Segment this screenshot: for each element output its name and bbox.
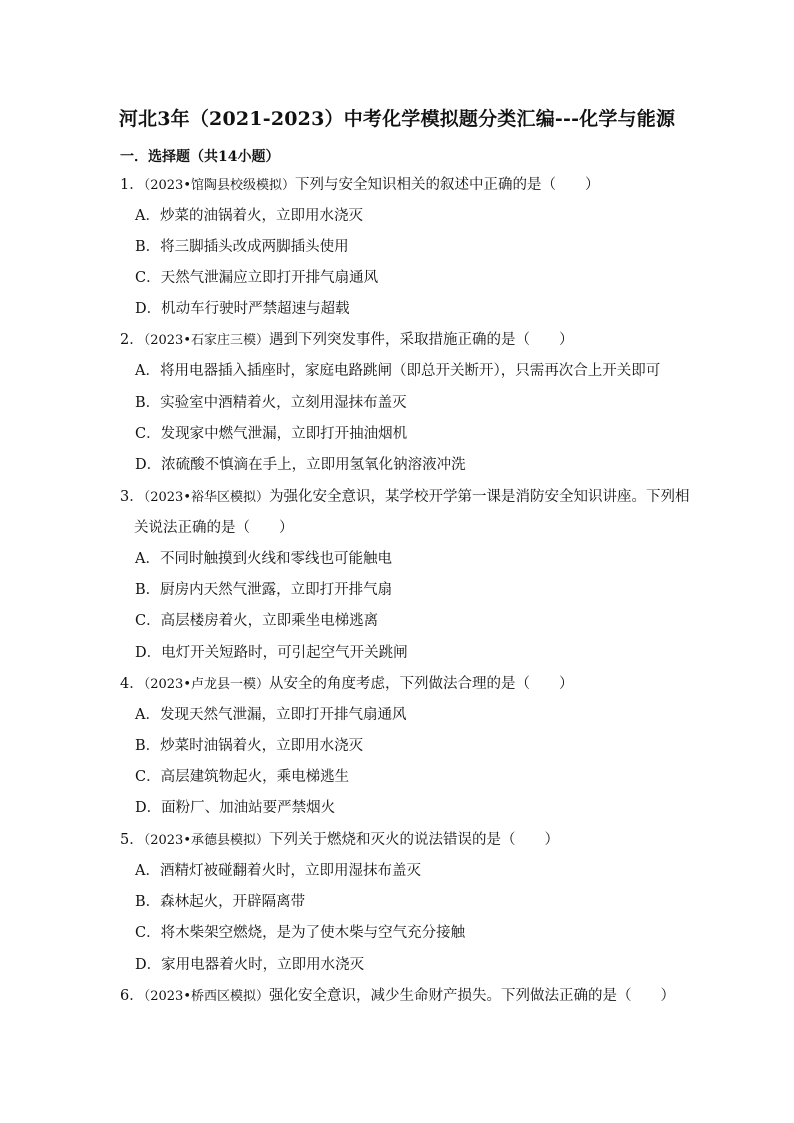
- question-3-stem-continued: 关说法正确的是（ ）: [134, 520, 294, 536]
- question-1-option-a: A．炒菜的油锅着火，立即用水浇灭: [135, 208, 363, 224]
- document-title: 河北3年（2021-2023）中考化学模拟题分类汇编---化学与能源: [118, 108, 676, 130]
- question-6-stem: [120, 986, 675, 1007]
- question-2-option-c: C．发现家中燃气泄漏，立即打开抽油烟机: [135, 426, 408, 442]
- question-4-option-d: D．面粉厂、加油站要严禁烟火: [135, 800, 336, 816]
- question-source: （2023•裕华区模拟）: [143, 490, 269, 505]
- question-5-option-b: B．森林起火，开辟隔离带: [135, 894, 306, 910]
- question-2-stem: [120, 330, 574, 351]
- question-text: 遇到下列突发事件，采取措施正确的是（ ）: [269, 332, 574, 348]
- question-2-option-d: D．浓硫酸不慎滴在手上，立即用氢氧化钠溶液冲洗: [135, 457, 466, 473]
- question-4-option-a: A．发现天然气泄漏，立即打开排气扇通风: [135, 707, 407, 723]
- question-4-option-b: B．炒菜时油锅着火，立即用水浇灭: [135, 738, 364, 754]
- question-4-option-c: C．高层建筑物起火，乘电梯逃生: [135, 769, 350, 785]
- question-5-option-d: D．家用电器着火时，立即用水浇灭: [135, 957, 365, 973]
- question-1-option-d: D．机动车行驶时严禁超速与超载: [135, 301, 350, 317]
- question-number: 1．: [120, 177, 144, 193]
- question-number: 3．: [120, 489, 144, 505]
- question-source: （2023•承德县模拟）: [143, 833, 269, 848]
- question-source: （2023•石家庄三模）: [143, 333, 269, 348]
- question-3-option-b: B．厨房内天然气泄露，立即打开排气扇: [135, 582, 393, 598]
- question-3-option-d: D．电灯开关短路时，可引起空气开关跳闸: [135, 645, 408, 661]
- question-3-option-a: A．不同时触摸到火线和零线也可能触电: [135, 551, 392, 567]
- question-5-option-c: C．将木柴架空燃烧，是为了使木柴与空气充分接触: [135, 925, 466, 941]
- question-1-stem: [120, 175, 600, 196]
- question-3-stem: [120, 487, 690, 508]
- question-source: （2023•馆陶县校级模拟）: [143, 178, 295, 193]
- question-number: 2．: [120, 332, 144, 348]
- question-1-option-b: B．将三脚插头改成两脚插头使用: [135, 239, 349, 255]
- question-source: （2023•桥西区模拟）: [143, 989, 269, 1004]
- question-2-option-b: B．实验室中酒精着火，立刻用湿抹布盖灭: [135, 395, 407, 411]
- question-number: 4．: [120, 676, 144, 692]
- question-text: 为强化安全意识，某学校开学第一课是消防安全知识讲座。下列相: [269, 489, 690, 505]
- question-text: 下列与安全知识相关的叙述中正确的是（ ）: [295, 177, 600, 193]
- question-text: 下列关于燃烧和灭火的说法错误的是（ ）: [269, 832, 559, 848]
- question-5-option-a: A．酒精灯被碰翻着火时，立即用湿抹布盖灭: [135, 863, 421, 879]
- question-source: （2023•卢龙县一模）: [143, 677, 269, 692]
- question-text: 强化安全意识，减少生命财产损失。下列做法正确的是（ ）: [269, 988, 675, 1004]
- question-number: 5．: [120, 832, 144, 848]
- question-4-stem: [120, 674, 574, 695]
- question-number: 6．: [120, 988, 144, 1004]
- question-text: 从安全的角度考虑，下列做法合理的是（ ）: [269, 676, 574, 692]
- question-2-option-a: A．将用电器插入插座时，家庭电路跳闸（即总开关断开），只需再次合上开关即可: [135, 363, 661, 379]
- question-1-option-c: C．天然气泄漏应立即打开排气扇通风: [135, 270, 379, 286]
- question-3-option-c: C．高层楼房着火，立即乘坐电梯逃离: [135, 613, 379, 629]
- section-heading: 一．选择题（共14小题）: [120, 149, 280, 165]
- question-5-stem: [120, 830, 559, 851]
